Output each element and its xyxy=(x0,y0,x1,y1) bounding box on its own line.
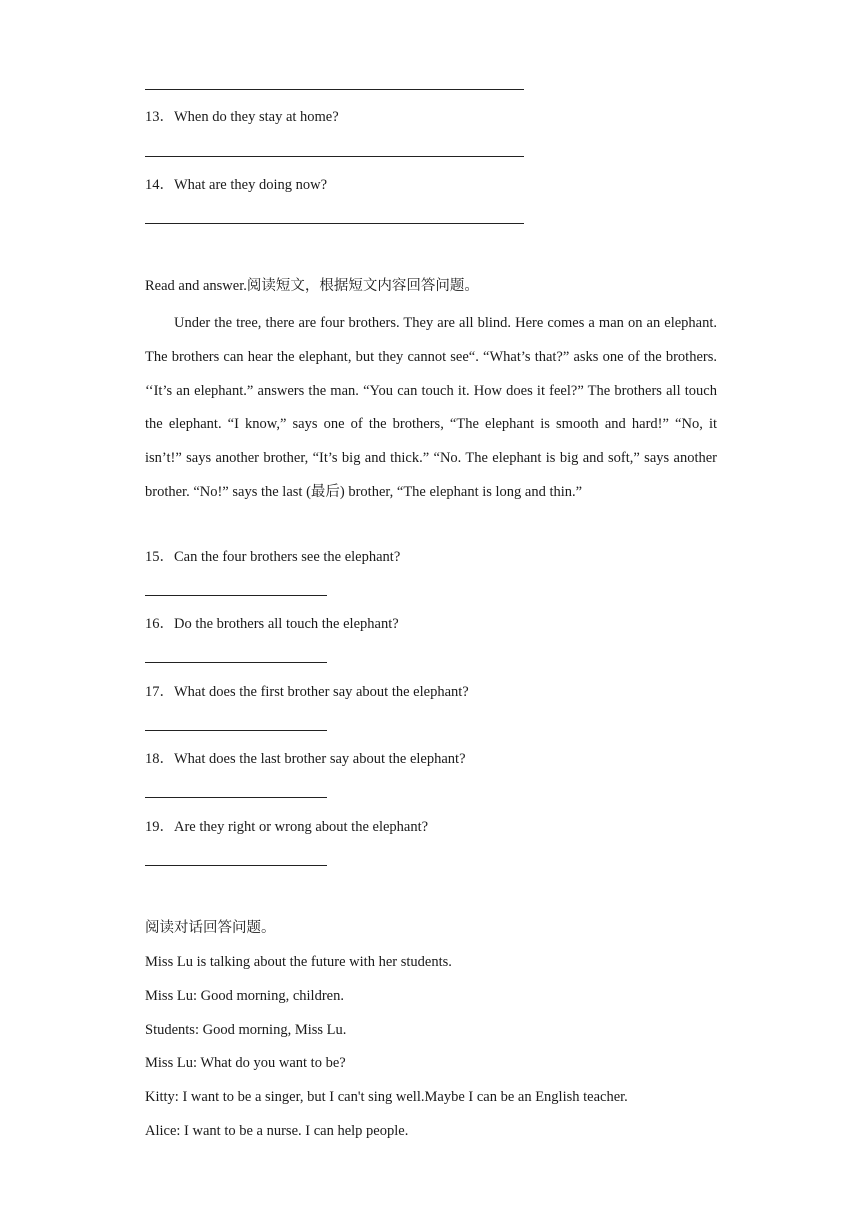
answer-line-12 xyxy=(145,89,524,90)
question-text: What are they doing now? xyxy=(174,177,328,193)
question-14 xyxy=(145,176,327,194)
dialogue-line: Miss Lu: Good morning, children. xyxy=(145,988,344,1004)
worksheet-page xyxy=(145,0,717,1216)
question-number: 17． xyxy=(145,684,174,700)
question-19 xyxy=(145,818,428,836)
dialogue-line: Miss Lu: What do you want to be? xyxy=(145,1055,346,1071)
dialogue-line: Alice: I want to be a nurse. I can help people. xyxy=(145,1123,409,1139)
dialogue-line: Students: Good morning, Miss Lu. xyxy=(145,1022,347,1038)
dialogue-line: Kitty: I want to be a singer, but I can't sing well.Maybe I can be an English teacher. xyxy=(145,1089,628,1105)
question-15 xyxy=(145,548,400,566)
question-text: Do the brothers all touch the elephant? xyxy=(174,616,399,632)
question-number: 19． xyxy=(145,819,174,835)
question-text: When do they stay at home? xyxy=(174,109,339,125)
question-number: 18． xyxy=(145,751,174,767)
question-16 xyxy=(145,615,399,633)
answer-line-16 xyxy=(145,662,327,663)
dialogue-heading: 阅读对话回答问题。 xyxy=(145,920,276,936)
answer-line-19 xyxy=(145,865,327,866)
reading-passage: Under the tree, there are four brothers. They are all blind. Here comes a man on an elephant. The brothers can hear the elephant, but they cannot see“. “What’s that?” asks one of the brothers. ‘‘It’s an elephant.” answers the man. “You can touch it. How does it feel?” The brothers all touch the elephant. “I know,” says one of the brothers, “The elephant is smooth and hard!” “No, it isn’t!” says another brother, “It’s big and thick.” “No. The elephant is big and soft,” says another brother. “No!” says the last (最后) brother, “The elephant is long and thin.” xyxy=(145,315,717,500)
question-17 xyxy=(145,683,469,701)
question-text: What does the first brother say about the elephant? xyxy=(174,684,469,700)
question-18 xyxy=(145,750,466,768)
answer-line-18 xyxy=(145,797,327,798)
answer-line-14 xyxy=(145,223,524,224)
question-text: What does the last brother say about the elephant? xyxy=(174,751,466,767)
question-number: 13． xyxy=(145,109,174,125)
question-number: 15． xyxy=(145,549,174,565)
question-text: Are they right or wrong about the elephant? xyxy=(174,819,429,835)
question-text: Can the four brothers see the elephant? xyxy=(174,549,401,565)
dialogue-intro: Miss Lu is talking about the future with her students. xyxy=(145,954,452,970)
reading-heading: Read and answer.阅读短文，根据短文内容回答问题。 xyxy=(145,278,479,294)
question-number: 14． xyxy=(145,177,174,193)
question-number: 16． xyxy=(145,616,174,632)
answer-line-15 xyxy=(145,595,327,596)
answer-line-17 xyxy=(145,730,327,731)
answer-line-13 xyxy=(145,156,524,157)
question-13 xyxy=(145,108,339,126)
